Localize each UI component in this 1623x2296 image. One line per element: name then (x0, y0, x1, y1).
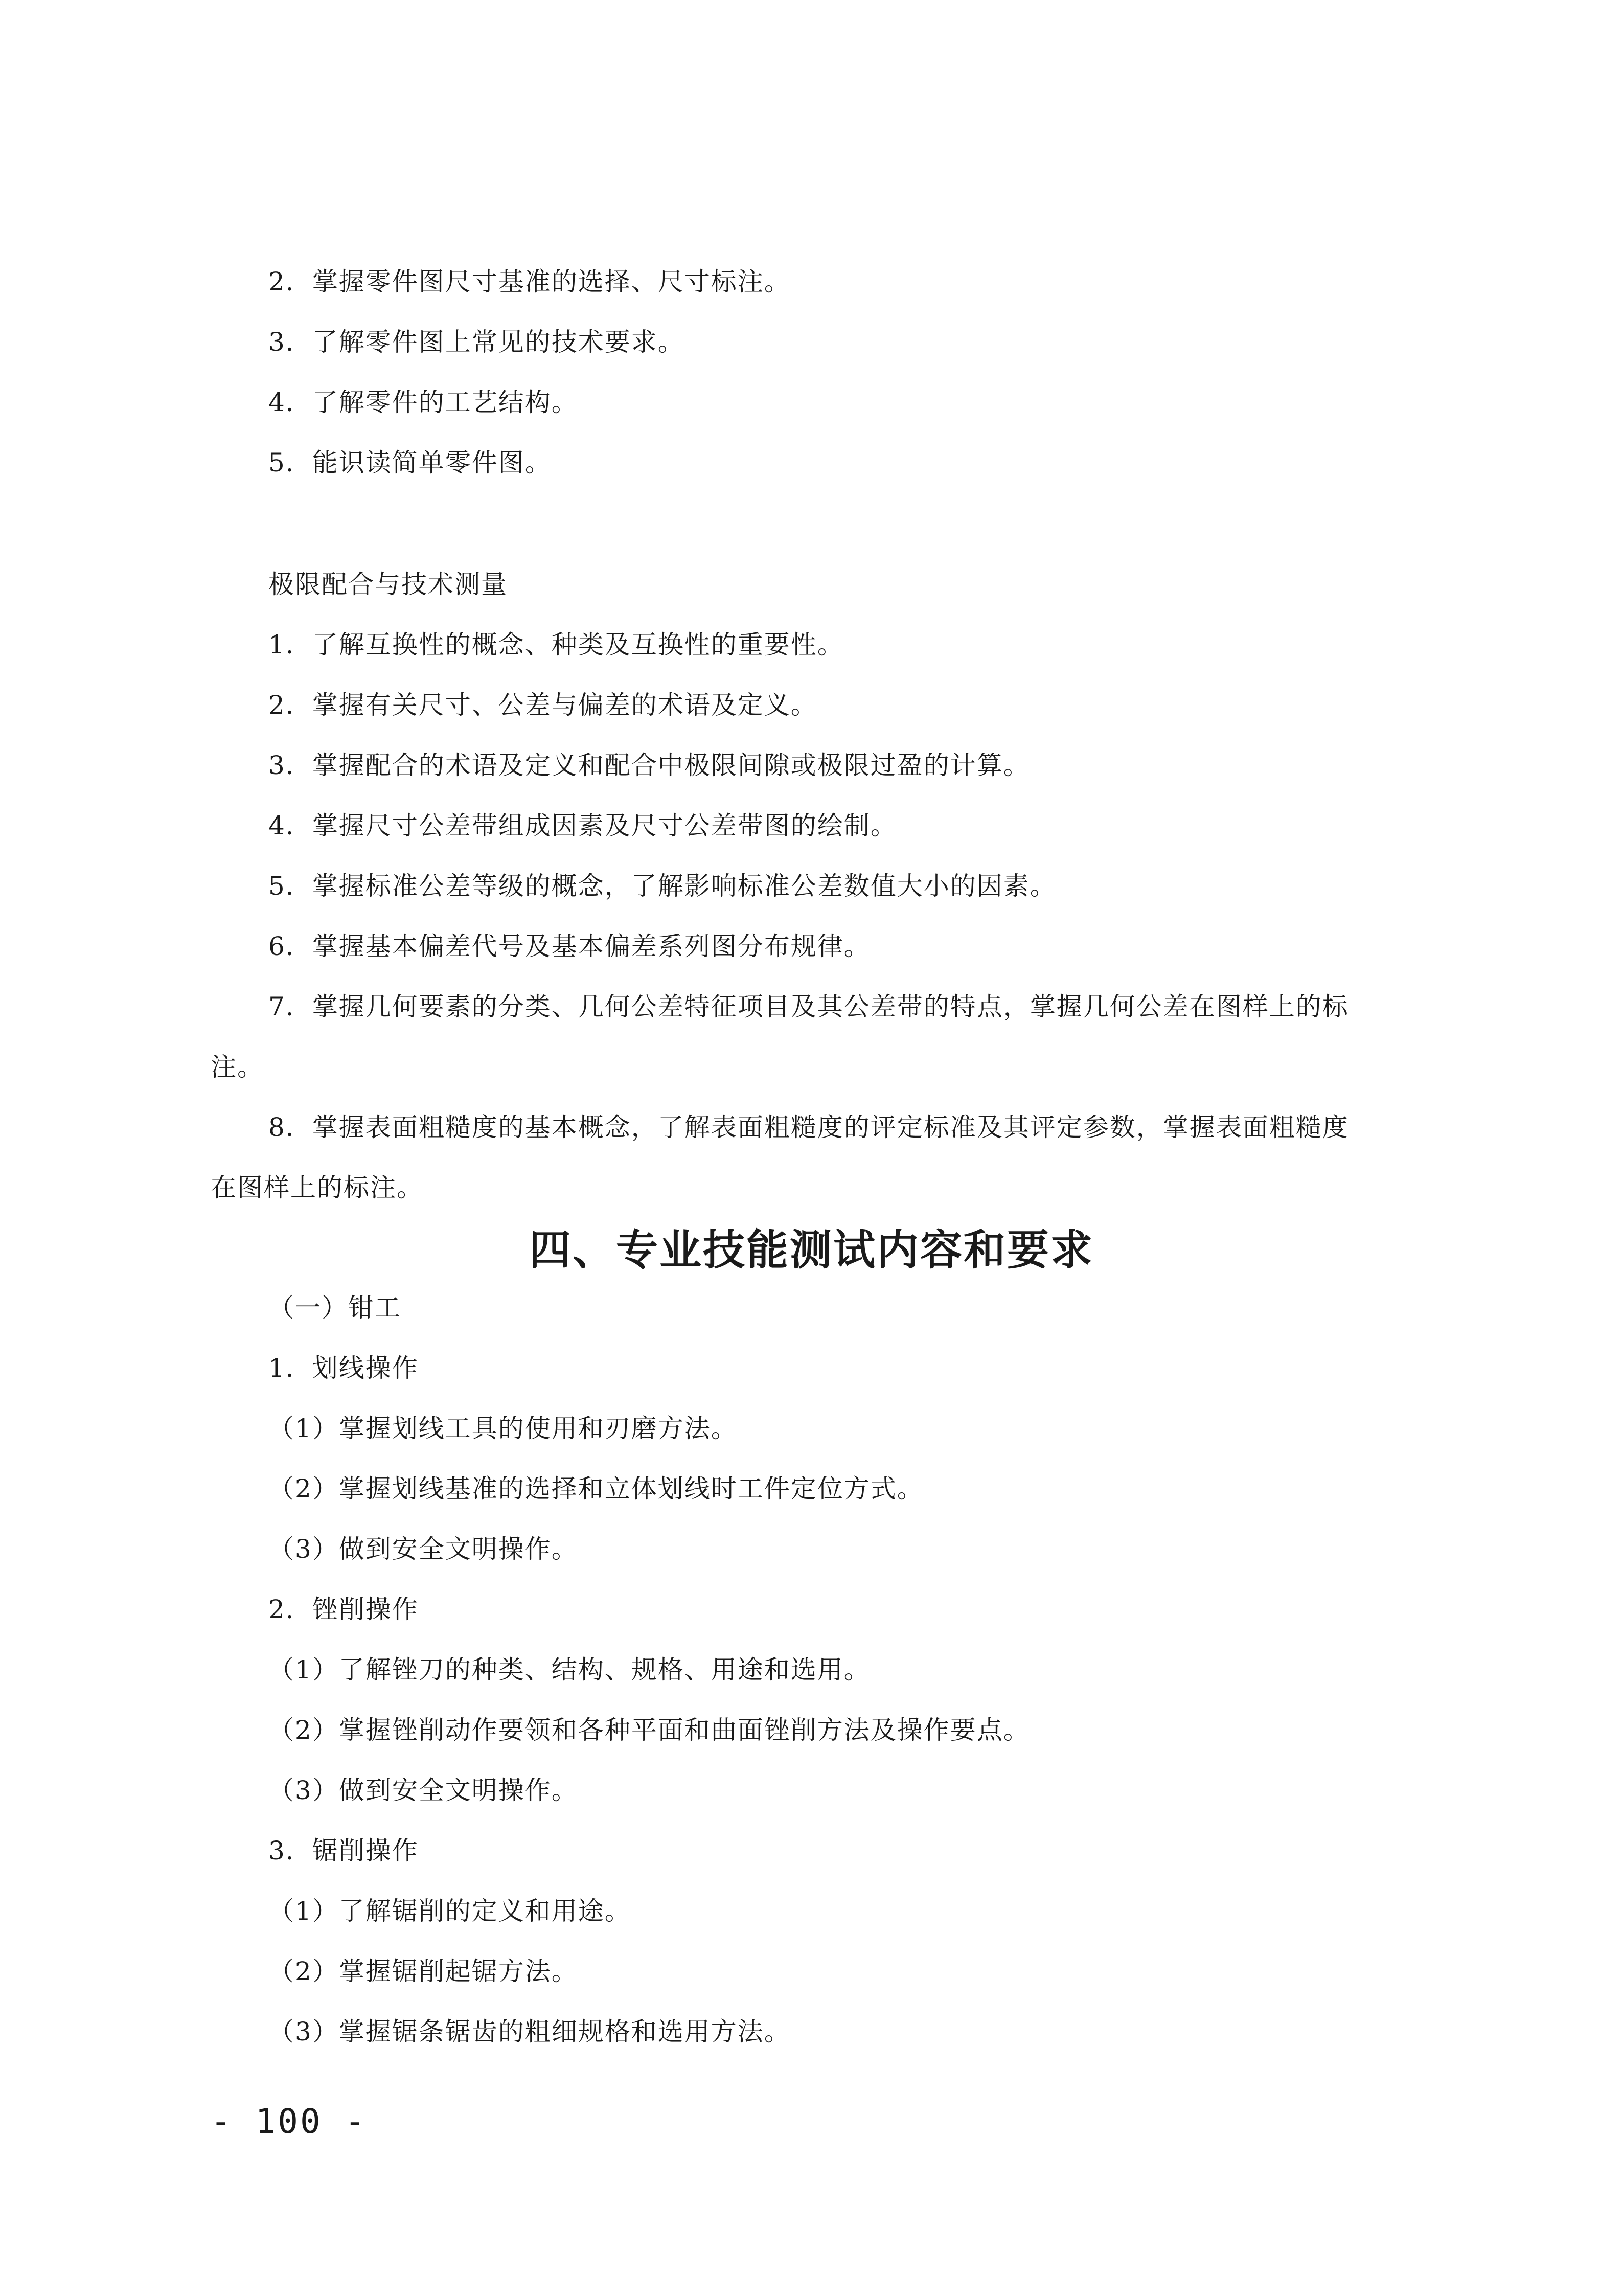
list-item: 4．掌握尺寸公差带组成因素及尺寸公差带图的绘制。 (268, 811, 897, 840)
list-item: 3．了解零件图上常见的技术要求。 (268, 327, 684, 357)
list-item: 1．了解互换性的概念、种类及互换性的重要性。 (268, 630, 844, 660)
list-item: 2．掌握有关尺寸、公差与偏差的术语及定义。 (268, 690, 817, 720)
section-subheading: （一）钳工 (268, 1293, 401, 1323)
list-item: 4．了解零件的工艺结构。 (268, 388, 578, 417)
list-item: （3）掌握锯条锯齿的粗细规格和选用方法。 (268, 2017, 791, 2047)
list-item: （2）掌握锯削起锯方法。 (268, 1957, 578, 1986)
list-item: 5．掌握标准公差等级的概念，了解影响标准公差数值大小的因素。 (268, 871, 1057, 901)
list-item-7-line-1: 7．掌握几何要素的分类、几何公差特征项目及其公差带的特点，掌握几何公差在图样上的标 (268, 992, 1349, 1021)
list-item: 3．锯削操作 (268, 1836, 419, 1866)
list-item: （3）做到安全文明操作。 (268, 1534, 578, 1564)
list-item: 3．掌握配合的术语及定义和配合中极限间隙或极限过盈的计算。 (268, 751, 1030, 780)
list-item: （1）掌握划线工具的使用和刃磨方法。 (268, 1414, 738, 1443)
list-item: 2．锉削操作 (268, 1595, 419, 1624)
list-item: 5．能识读简单零件图。 (268, 448, 552, 478)
list-item: 1．划线操作 (268, 1353, 419, 1383)
list-item: （2）掌握划线基准的选择和立体划线时工件定位方式。 (268, 1474, 924, 1504)
list-item-8-line-2: 在图样上的标注。 (211, 1173, 423, 1202)
list-item: （1）了解锯削的定义和用途。 (268, 1896, 631, 1926)
list-item-8-line-1: 8．掌握表面粗糙度的基本概念，了解表面粗糙度的评定标准及其评定参数，掌握表面粗糙度 (268, 1112, 1349, 1142)
section-title: 四、专业技能测试内容和要求 (529, 1225, 1094, 1275)
list-item: （3）做到安全文明操作。 (268, 1776, 578, 1805)
list-item: （2）掌握锉削动作要领和各种平面和曲面锉削方法及操作要点。 (268, 1715, 1030, 1745)
subsection-title: 极限配合与技术测量 (268, 570, 508, 599)
page-number: - 100 - (211, 2102, 368, 2141)
list-item: 6．掌握基本偏差代号及基本偏差系列图分布规律。 (268, 931, 871, 961)
list-item: 2．掌握零件图尺寸基准的选择、尺寸标注。 (268, 267, 791, 297)
list-item: （1）了解锉刀的种类、结构、规格、用途和选用。 (268, 1655, 871, 1685)
list-item-7-line-2: 注。 (211, 1052, 264, 1082)
